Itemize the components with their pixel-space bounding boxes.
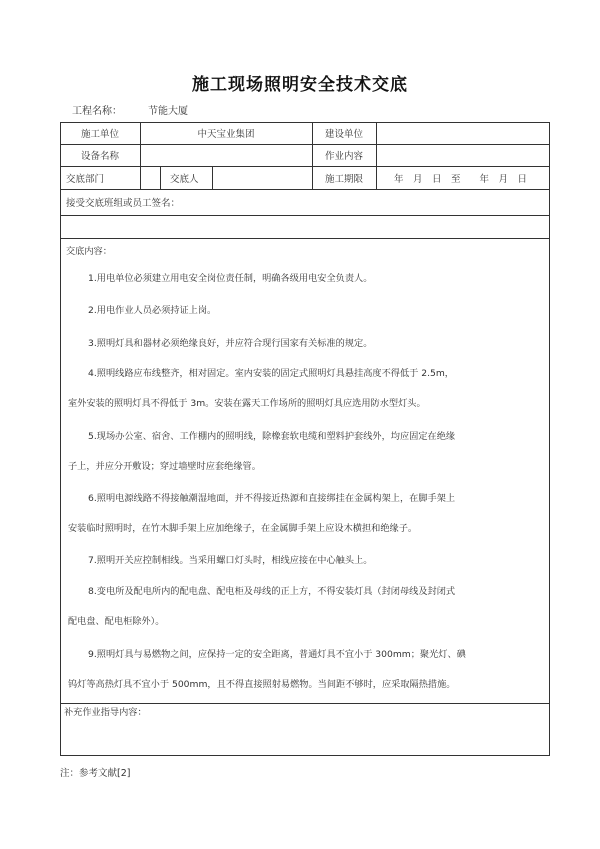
period-value: 年 月 日 至 年 月 日 xyxy=(394,174,528,185)
content-line: 7.照明开关应控制相线。当采用螺口灯头时，相线应接在中心触头上。 xyxy=(88,555,373,566)
table-rule-vertical xyxy=(160,166,161,189)
content-line: 4.照明线路应布线整齐，相对固定。室内安装的固定式照明灯具悬挂高度不得低于 2.5m， xyxy=(88,368,454,379)
content-line: 室外安装的照明灯具不得低于 3m。安装在露天工作场所的照明灯具应选用防水型灯头。 xyxy=(68,398,426,409)
discloser-value xyxy=(218,167,308,189)
supplement-label: 补充作业指导内容： xyxy=(64,707,147,718)
signature-label: 接受交底班组或员工签名： xyxy=(66,198,181,209)
content-line: 8.变电所及配电所内的配电盘、配电柜及母线的正上方，不得安装灯具（封闭母线及封闭式 xyxy=(88,586,456,597)
document-title: 施工现场照明安全技术交底 xyxy=(192,75,408,95)
table-border-left xyxy=(60,122,61,756)
content-line: 钨灯等高热灯具不宜小于 500mm，且不得直接照射易燃物。当间距不够时，应采取隔热措施。 xyxy=(68,679,456,690)
content-line: 6.照明电源线路不得接触潮湿地面，并不得接近热源和直接绑挂在金属构架上，在脚手架上 xyxy=(88,493,456,504)
disclosure-table xyxy=(60,122,550,756)
work-content-label: 作业内容 xyxy=(324,151,363,162)
content-line: 2.用电作业人员必须持证上岗。 xyxy=(88,305,217,316)
build-unit-label: 建设单位 xyxy=(324,129,363,140)
content-heading: 交底内容： xyxy=(66,246,112,257)
content-line: 子上，并应分开敷设；穿过墙壁时应套绝缘管。 xyxy=(68,461,261,472)
content-line: 3.照明灯具和器材必须绝缘良好，并应符合现行国家有关标准的规定。 xyxy=(88,338,373,349)
table-rule xyxy=(60,189,550,190)
project-name-row xyxy=(72,102,188,117)
content-line: 9.照明灯具与易燃物之间，应保持一定的安全距离，普通灯具不宜小于 300mm；聚光灯、碘 xyxy=(88,649,466,660)
table-border-bottom xyxy=(60,755,550,756)
table-rule-vertical xyxy=(376,122,377,189)
dept-label: 交底部门 xyxy=(66,174,105,185)
project-name-value: 节能大厦 xyxy=(148,106,188,117)
construction-unit-label: 施工单位 xyxy=(80,129,119,140)
build-unit-value xyxy=(382,122,542,144)
content-line: 安装临时照明时，在竹木脚手架上应加绝缘子，在金属脚手架上应设木横担和绝缘子。 xyxy=(68,523,418,534)
construction-unit-value: 中天宝业集团 xyxy=(197,129,255,140)
footnote: 注：参考文献[2] xyxy=(60,768,131,779)
project-name-label: 工程名称： xyxy=(72,106,122,117)
dept-value xyxy=(142,167,158,189)
table-rule xyxy=(60,215,550,216)
table-rule-vertical xyxy=(212,166,213,189)
discloser-label: 交底人 xyxy=(170,174,199,185)
table-rule xyxy=(60,703,550,704)
table-rule xyxy=(60,238,550,239)
content-line: 1.用电单位必须建立用电安全岗位责任制，明确各级用电安全负责人。 xyxy=(88,273,373,284)
content-line: 配电盘、配电柜除外）。 xyxy=(68,616,165,627)
period-label: 施工期限 xyxy=(324,174,363,185)
equipment-label: 设备名称 xyxy=(80,151,119,162)
work-content-value xyxy=(382,144,542,166)
equipment-value xyxy=(146,144,306,166)
content-line: 5.现场办公室、宿舍、工作棚内的照明线，除橡套软电缆和塑料护套线外，均应固定在绝缘 xyxy=(88,431,456,442)
